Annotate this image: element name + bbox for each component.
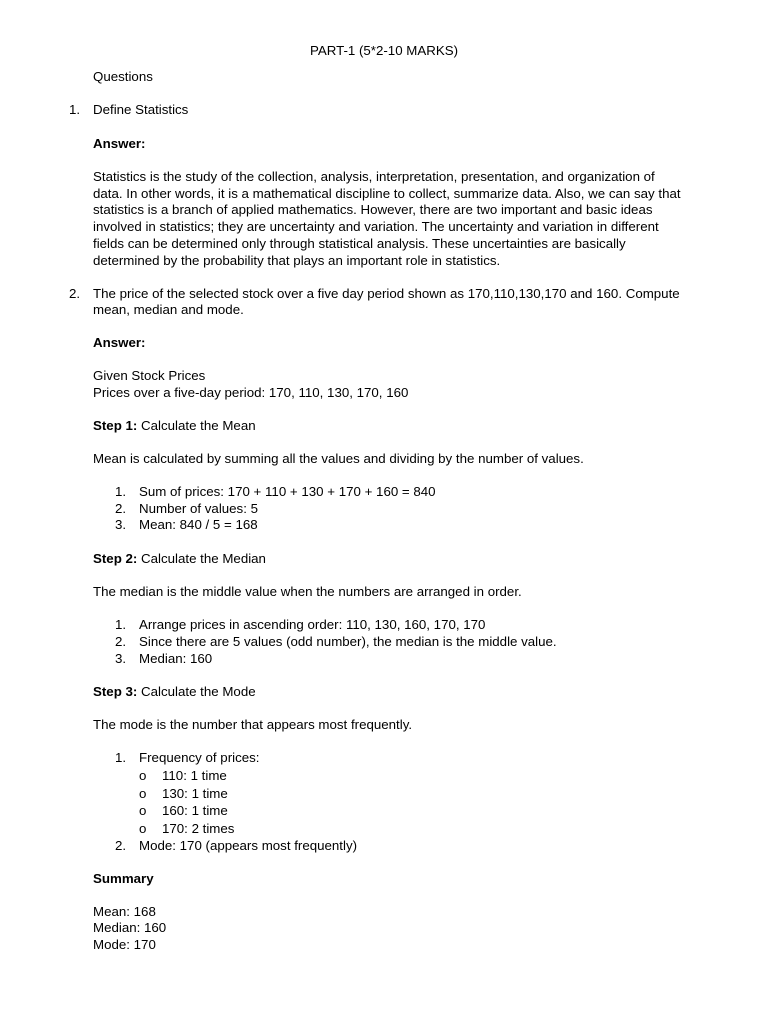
q2-number: 2. xyxy=(69,286,81,301)
step2-label: Step 2: xyxy=(93,551,138,566)
bullet-item: 160: 1 time xyxy=(162,803,228,818)
bullet-marker: o xyxy=(139,768,147,783)
summary-median: Median: 160 xyxy=(93,920,167,935)
list-number: 1. xyxy=(115,750,127,765)
list-item: Since there are 5 values (odd number), the median is the middle value. xyxy=(139,634,557,649)
step3-label: Step 3: xyxy=(93,684,138,699)
q2-answer-label: Answer: xyxy=(93,335,146,350)
step3-title: Calculate the Mode xyxy=(137,684,256,699)
q1-answer-line: determined by the probability that plays an important role in statistics. xyxy=(93,252,501,268)
q2-question-line: The price of the selected stock over a five day period shown as 170,110,130,170 and 160. Compute xyxy=(93,286,680,301)
q1-question: Define Statistics xyxy=(93,102,189,117)
list-item: Frequency of prices: xyxy=(139,750,260,765)
list-number: 3. xyxy=(115,517,127,532)
list-item: Sum of prices: 170 + 110 + 130 + 170 + 160 = 840 xyxy=(139,484,436,499)
given-title: Given Stock Prices xyxy=(93,368,206,383)
step2-title: Calculate the Median xyxy=(137,551,266,566)
q1-answer-line: Statistics is the study of the collection, analysis, interpretation, presentation, and organization of xyxy=(93,169,655,184)
bullet-marker: o xyxy=(139,821,147,836)
step1-label: Step 1: xyxy=(93,418,138,433)
bullet-item: 130: 1 time xyxy=(162,786,228,801)
q2-question-line: mean, median and mode. xyxy=(93,302,244,317)
list-number: 3. xyxy=(115,651,127,666)
summary-mean: Mean: 168 xyxy=(93,904,156,919)
list-item: Mean: 840 / 5 = 168 xyxy=(139,517,258,532)
q2-answer-label-row xyxy=(93,335,733,352)
list-item: Arrange prices in ascending order: 110, 130, 160, 170, 170 xyxy=(139,617,486,632)
q1-number: 1. xyxy=(69,102,81,117)
list-number: 2. xyxy=(115,634,127,649)
list-number: 2. xyxy=(115,838,127,853)
questions-label: Questions xyxy=(93,69,153,84)
summary-mode: Mode: 170 xyxy=(93,937,156,952)
list-number: 1. xyxy=(115,484,127,499)
step1-title: Calculate the Mean xyxy=(137,418,256,433)
step3-description: The mode is the number that appears most frequently. xyxy=(93,717,413,732)
list-item: Median: 160 xyxy=(139,651,213,666)
page-title: PART-1 (5*2-10 MARKS) xyxy=(309,43,459,58)
summary-heading: Summary xyxy=(93,871,154,886)
list-item: Mode: 170 (appears most frequently) xyxy=(139,838,358,853)
list-number: 2. xyxy=(115,501,127,516)
summary-heading-row xyxy=(93,871,733,888)
given-prices: Prices over a five-day period: 170, 110, 130, 170, 160 xyxy=(93,385,409,400)
list-number: 1. xyxy=(115,617,127,632)
step2-description: The median is the middle value when the numbers are arranged in order. xyxy=(93,584,522,599)
q1-answer-paragraph xyxy=(93,169,733,269)
step3-heading xyxy=(93,684,733,701)
bullet-marker: o xyxy=(139,803,147,818)
q1-answer-line: data. In other words, it is a mathematical discipline to collect, summarize data. Also, we can say that xyxy=(93,185,681,201)
step1-heading xyxy=(93,418,733,435)
bullet-marker: o xyxy=(139,786,147,801)
list-item: Number of values: 5 xyxy=(139,501,258,516)
q1-answer-line: involved in statistics; they are uncertainty and variation. The uncertainty and variation in different xyxy=(93,219,659,235)
q1-answer-line: fields can be determined only through statistical analysis. These uncertainties are basically xyxy=(93,235,626,251)
bullet-item: 110: 1 time xyxy=(162,768,227,783)
q1-answer-line: statistics is a branch of applied mathematics. However, there are two important and basic ideas xyxy=(93,202,653,218)
q1-answer-label: Answer: xyxy=(93,136,146,151)
bullet-item: 170: 2 times xyxy=(162,821,235,836)
step1-description: Mean is calculated by summing all the values and dividing by the number of values. xyxy=(93,451,584,466)
step2-heading xyxy=(93,551,733,568)
q1-answer-label-row xyxy=(93,136,733,153)
